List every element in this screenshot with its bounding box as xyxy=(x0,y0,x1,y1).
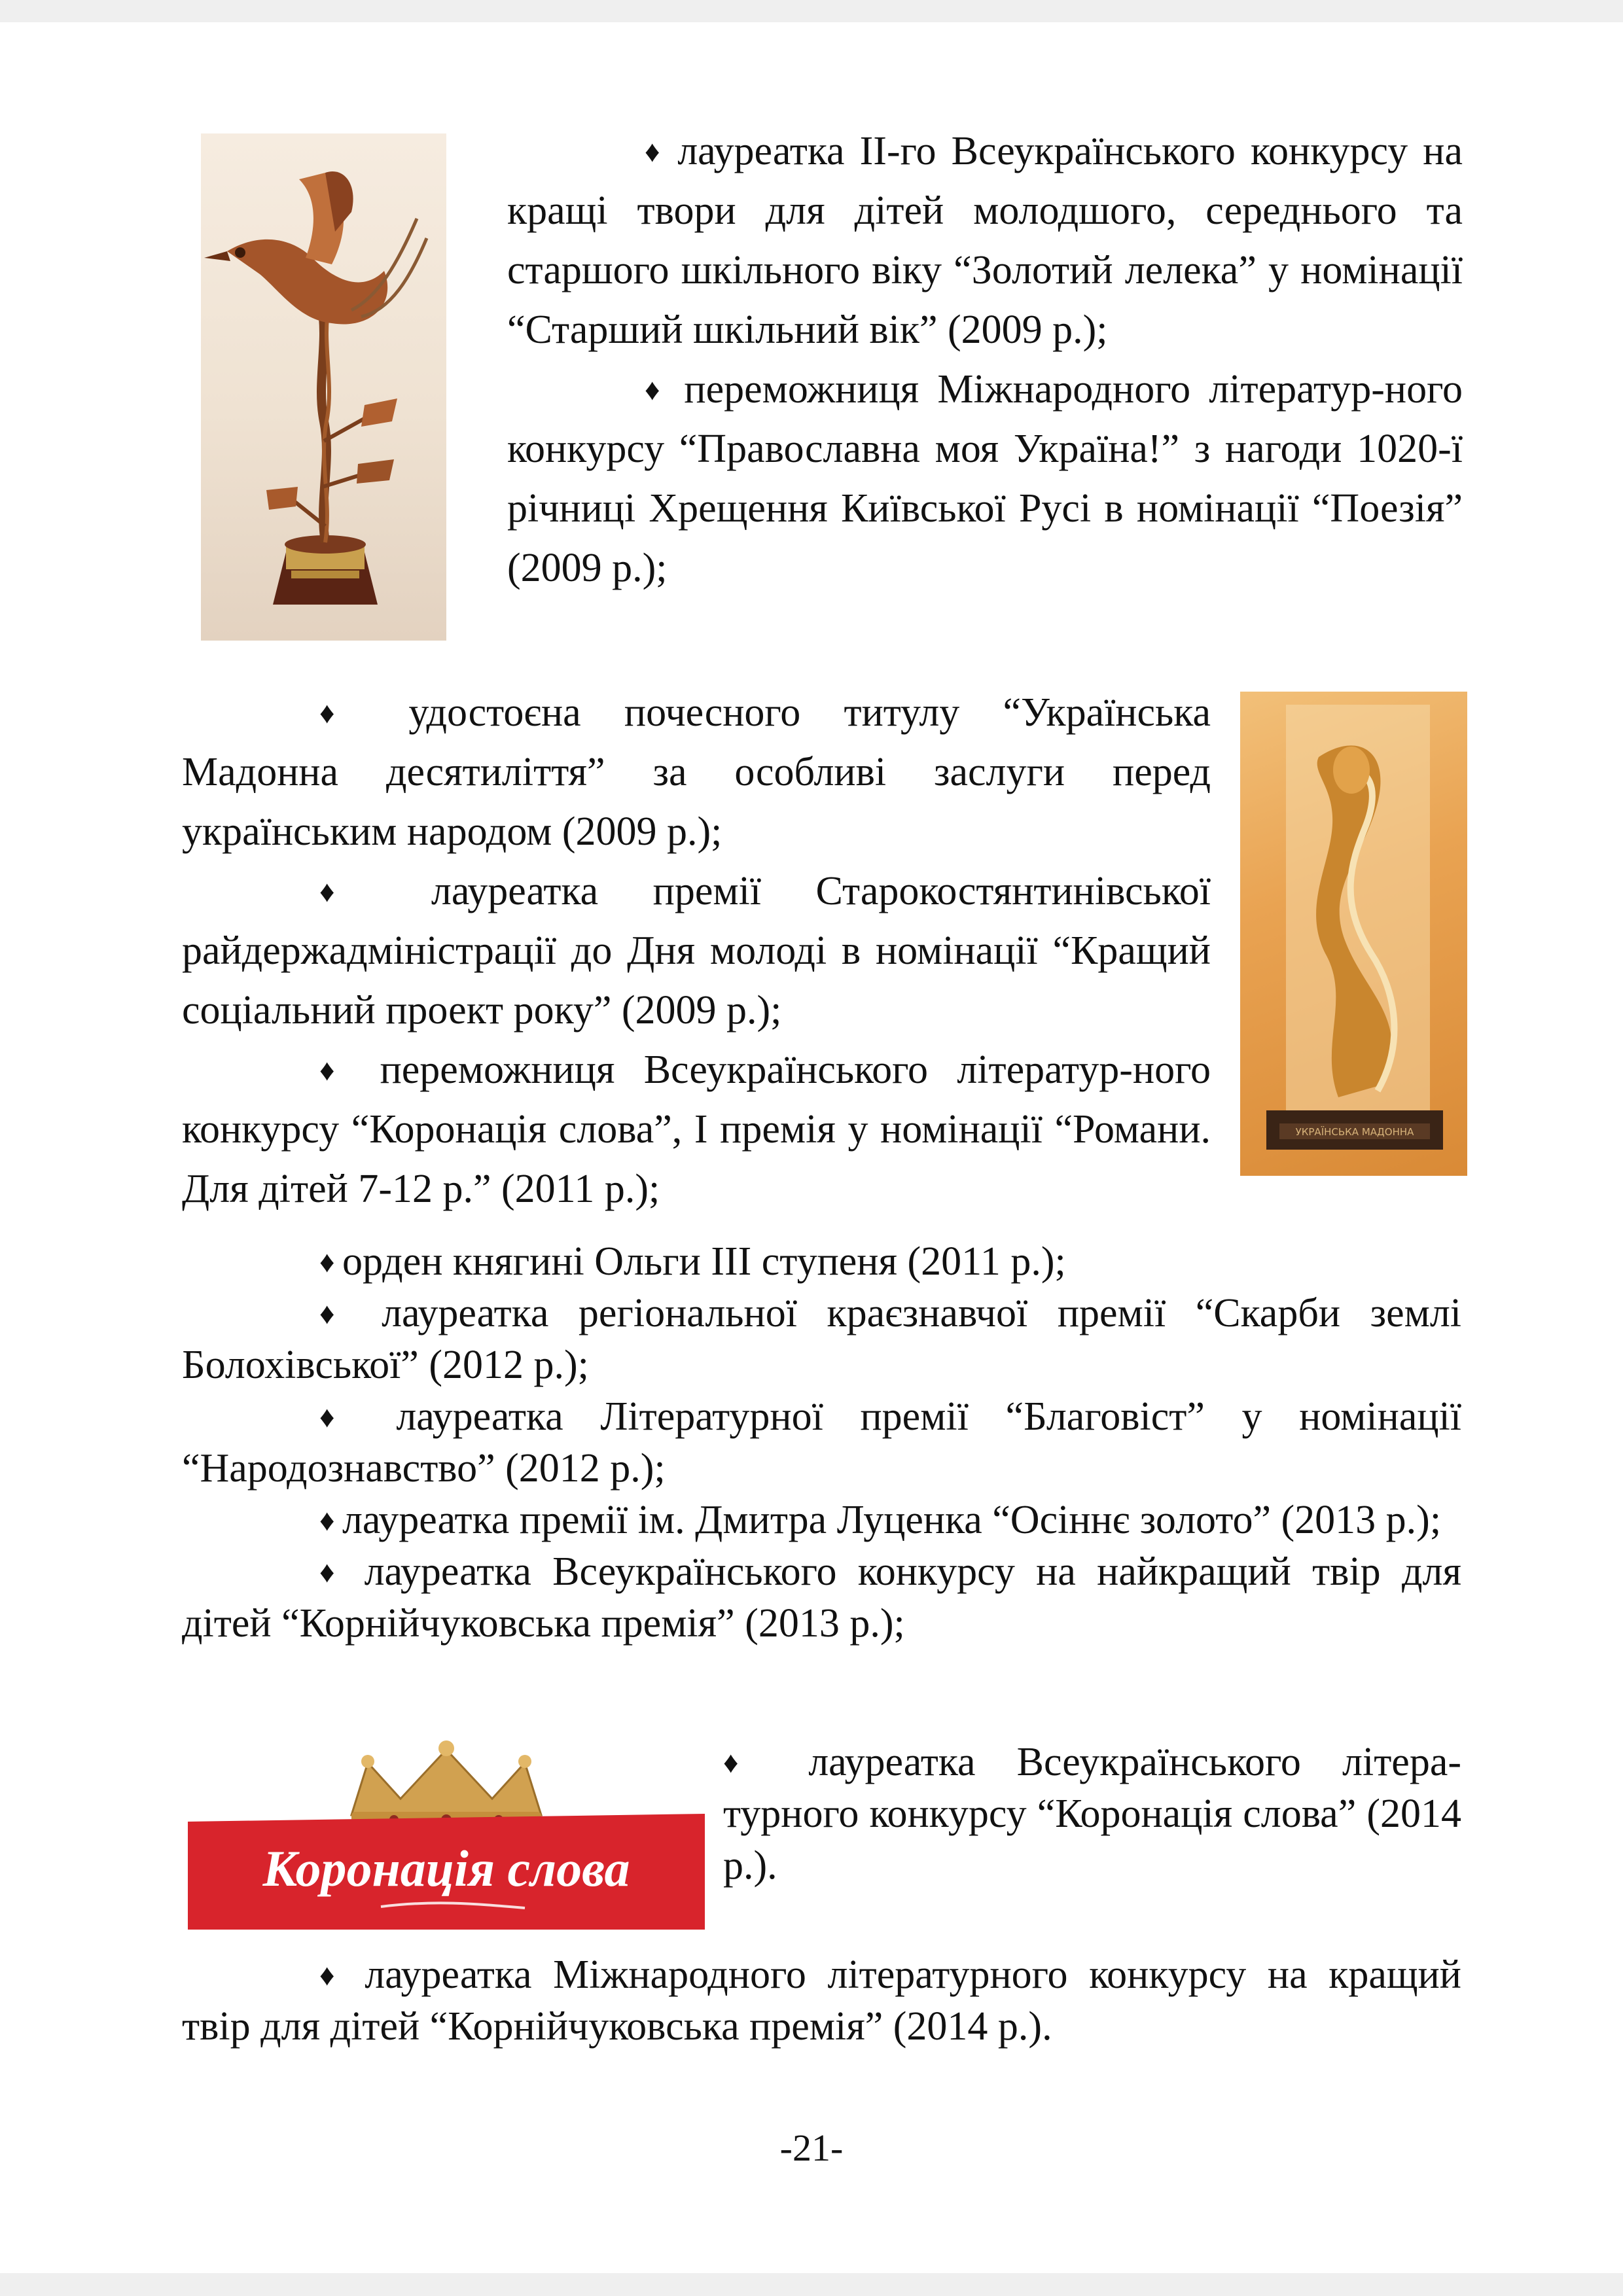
award-item xyxy=(182,1546,1461,1650)
page-number: -21- xyxy=(779,2127,844,2169)
award-item xyxy=(182,1949,1461,2053)
document-page xyxy=(0,22,1623,2273)
stork-illustration xyxy=(201,133,446,641)
madonna-illustration xyxy=(1240,692,1467,1176)
award-text: ♦ лауреатка ІІ-го Всеукраїнського конкурсу на кращі твори для дітей молодшого, середнього та старшого шкільного віку “Золотий лелека” у номінації “Старший шкільний вік” (2009 р.); xyxy=(507,129,1463,352)
awards-section-2 xyxy=(182,683,1211,1219)
awards-section-1 xyxy=(507,122,1463,598)
award-item xyxy=(182,1391,1461,1494)
award-item xyxy=(723,1737,1461,1892)
award-item xyxy=(182,1494,1461,1546)
award-item xyxy=(182,1236,1461,1288)
golden-stork-award-image xyxy=(201,133,446,641)
awards-section-4 xyxy=(723,1737,1461,1892)
koronatsiia-slova-logo xyxy=(185,1737,708,1933)
crown-logo-illustration xyxy=(185,1737,708,1933)
ukrainian-madonna-award-image xyxy=(1240,692,1467,1176)
award-item xyxy=(507,360,1463,598)
award-text: ♦ лауреатка Всеукраїнського літера-турного конкурсу “Коронація слова” (2014 р.). xyxy=(723,1740,1461,1888)
award-item xyxy=(182,683,1211,862)
award-text: ♦ лауреатка регіональної краєзнавчої премії “Скарби землі Болохівської” (2012 р.); xyxy=(182,1291,1461,1387)
award-text: ♦ переможниця Всеукраїнського літератур-ного конкурсу “Коронація слова”, І премія у номінації “Романи. Для дітей 7-12 р.” (2011 р.); xyxy=(182,1048,1211,1211)
award-item xyxy=(182,862,1211,1040)
award-item xyxy=(182,1040,1211,1219)
award-text: ♦ лауреатка Літературної премії “Благовіст” у номінації “Народознавство” (2012 р.); xyxy=(182,1394,1461,1491)
award-text: ♦ удостоєна почесного титулу “Українська Мадонна десятиліття” за особливі заслуги перед українським народом (2009 р.); xyxy=(182,690,1211,854)
award-text: ♦ лауреатка Всеукраїнського конкурсу на найкращий твір для дітей “Корнійчуковська премія” (2013 р.); xyxy=(182,1549,1461,1646)
awards-section-3 xyxy=(182,1236,1461,1650)
award-text: ♦ лауреатка Міжнародного літературного конкурсу на кращий твір для дітей “Корнійчуковська премія” (2014 р.). xyxy=(182,1952,1461,2049)
award-item xyxy=(182,1288,1461,1391)
award-item xyxy=(507,122,1463,360)
award-text: ♦ лауреатка премії ім. Дмитра Луценка “Осіннє золото” (2013 р.); xyxy=(319,1498,1441,1542)
awards-section-5 xyxy=(182,1949,1461,2053)
logo-text: Коронація слова xyxy=(262,1840,630,1897)
award-text: ♦ лауреатка премії Старокостянтинівської райдержадміністрації до Дня молоді в номінації “Кращий соціальний проект року” (2009 р.); xyxy=(182,869,1211,1033)
award-text: ♦ орден княгині Ольги ІІІ ступеня (2011 р.); xyxy=(319,1239,1066,1284)
award-text: ♦ переможниця Міжнародного літератур-ного конкурсу “Православна моя Україна!” з нагоди 1020-ї річниці Хрещення Київської Русі в номінації “Поезія” (2009 р.); xyxy=(507,367,1463,590)
madonna-plaque-text: УКРАЇНСЬКА МАДОННА xyxy=(1295,1126,1414,1138)
